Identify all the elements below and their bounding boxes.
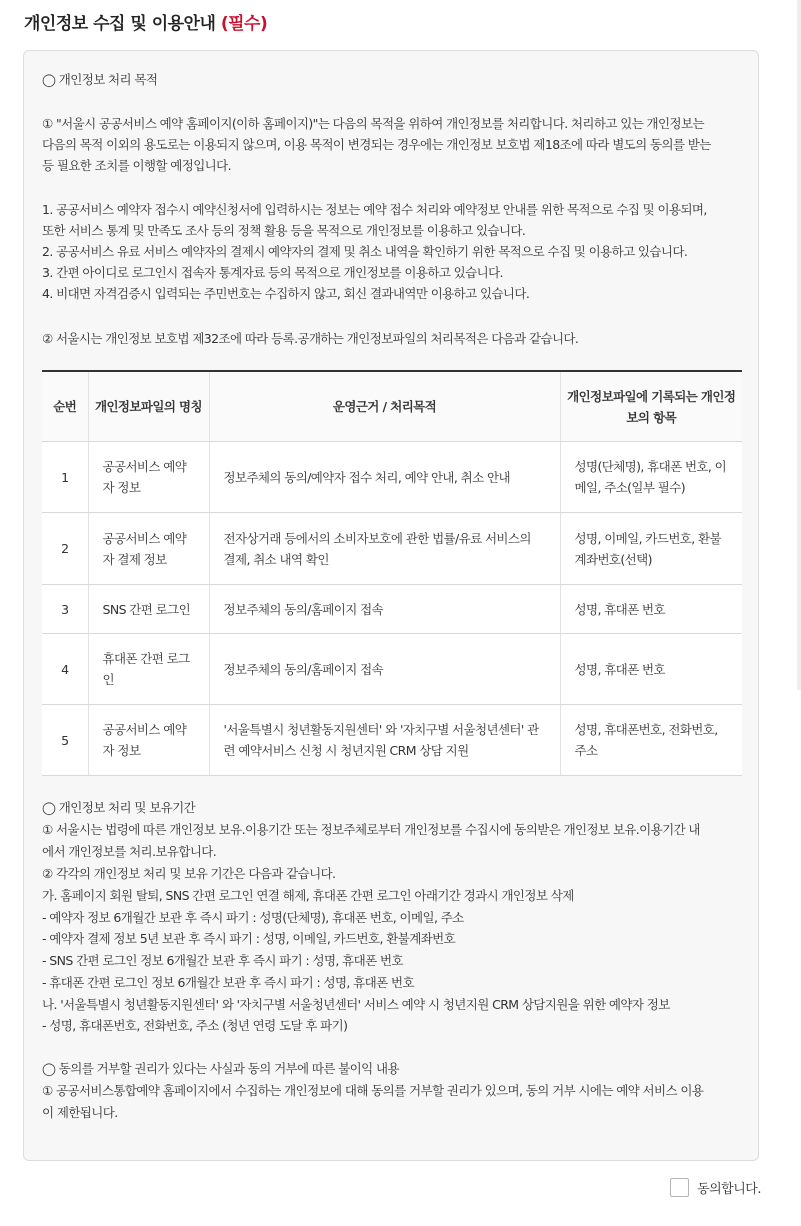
agree-label[interactable]: 동의합니다.	[697, 1182, 761, 1197]
header-items: 개인정보파일에 기록되는 개인정보의 항목	[560, 371, 742, 442]
row-items: 성명, 이메일, 카드번호, 환불계좌번호(선택)	[560, 513, 742, 585]
purpose-heading: ◯ 개인정보 처리 목적	[42, 72, 158, 87]
retention-line-6: - 예약자 결제 정보 5년 보관 후 즉시 파기 : 성명, 이메일, 카드번호, 환불계좌번호	[42, 931, 456, 946]
row-purpose: 정보주체의 동의/홈페이지 접속	[209, 634, 560, 705]
page-title	[24, 9, 267, 34]
row-no: 3	[42, 585, 88, 634]
row-file-name: SNS 간편 로그인	[88, 585, 209, 634]
retention-line-7: - SNS 간편 로그인 정보 6개월간 보관 후 즉시 파기 : 성명, 휴대폰 번호	[42, 953, 403, 968]
row-file-name: 공공서비스 예약자 결제 정보	[88, 513, 209, 585]
purpose-intro-line-3: 등 필요한 조치를 이행할 예정입니다.	[42, 158, 231, 173]
required-label: (필수)	[220, 14, 268, 34]
row-no: 2	[42, 513, 88, 585]
agree-control[interactable]	[670, 1178, 761, 1197]
header-file-name: 개인정보파일의 명칭	[88, 371, 209, 442]
retention-line-1: ① 서울시는 법령에 따른 개인정보 보유.이용기간 또는 정보주체로부터 개인정보를 수집시에 동의받은 개인정보 보유.이용기간 내	[42, 822, 700, 837]
row-items: 성명, 휴대폰 번호	[560, 585, 742, 634]
purpose-intro-line-2: 다음의 목적 이외의 용도로는 이용되지 않으며, 이용 목적이 변경되는 경우에는 개인정보 보호법 제18조에 따라 별도의 동의를 받는	[42, 137, 711, 152]
purpose-intro-line-1: ① "서울시 공공서비스 예약 홈페이지(이하 홈페이지)"는 다음의 목적을 위하여 개인정보를 처리합니다. 처리하고 있는 개인정보는	[42, 116, 704, 131]
refusal-line-2: 이 제한됩니다.	[42, 1105, 118, 1120]
table-row	[42, 634, 742, 705]
row-purpose: 전자상거래 등에서의 소비자보호에 관한 법률/유료 서비스의 결제, 취소 내역 확인	[209, 513, 560, 585]
row-items: 성명, 휴대폰 번호	[560, 634, 742, 705]
table-row	[42, 705, 742, 776]
row-purpose: 정보주체의 동의/홈페이지 접속	[209, 585, 560, 634]
title-text: 개인정보 수집 및 이용안내	[24, 14, 216, 34]
row-no: 5	[42, 705, 88, 776]
refusal-heading: ◯ 동의를 거부할 권리가 있다는 사실과 동의 거부에 따른 불이익 내용	[42, 1061, 399, 1076]
privacy-terms-box[interactable]	[23, 50, 759, 1161]
table-row	[42, 442, 742, 513]
purpose-item-1a: 1. 공공서비스 예약자 접수시 예약신청서에 입력하시는 정보는 예약 접수 처리와 예약정보 안내를 위한 목적으로 수집 및 이용되며,	[42, 202, 707, 217]
retention-line-5: - 예약자 정보 6개월간 보관 후 즉시 파기 : 성명(단체명), 휴대폰 번호, 이메일, 주소	[42, 910, 464, 925]
row-file-name: 공공서비스 예약자 정보	[88, 705, 209, 776]
row-no: 4	[42, 634, 88, 705]
row-purpose: 정보주체의 동의/예약자 접수 처리, 예약 안내, 취소 안내	[209, 442, 560, 513]
agree-checkbox[interactable]	[670, 1178, 689, 1197]
header-purpose: 운영근거 / 처리목적	[209, 371, 560, 442]
retention-line-3: ② 각각의 개인정보 처리 및 보유 기간은 다음과 같습니다.	[42, 866, 336, 881]
row-items: 성명, 휴대폰번호, 전화번호, 주소	[560, 705, 742, 776]
table-header-row	[42, 371, 742, 442]
table-row	[42, 585, 742, 634]
retention-line-8: - 휴대폰 간편 로그인 정보 6개월간 보관 후 즉시 파기 : 성명, 휴대폰 번호	[42, 975, 414, 990]
privacy-files-table	[42, 370, 742, 776]
retention-line-9: 나. '서울특별시 청년활동지원센터' 와 '자치구별 서울청년센터' 서비스 예약 시 청년지원 CRM 상담지원을 위한 예약자 정보	[42, 997, 670, 1012]
retention-line-2: 에서 개인정보를 처리.보유합니다.	[42, 844, 217, 859]
purpose-item-1b: 또한 서비스 통계 및 만족도 조사 등의 정책 활용 등을 목적으로 개인정보를 이용하고 있습니다.	[42, 223, 526, 238]
page-scrollbar-track[interactable]	[797, 0, 801, 690]
refusal-line-1: ① 공공서비스통합예약 홈페이지에서 수집하는 개인정보에 대해 동의를 거부할 권리가 있으며, 동의 거부 시에는 예약 서비스 이용	[42, 1083, 704, 1098]
purpose-item-3: 3. 간편 아이디로 로그인시 접속자 통계자료 등의 목적으로 개인정보를 이용하고 있습니다.	[42, 265, 503, 280]
row-purpose: '서울특별시 청년활동지원센터' 와 '자치구별 서울청년센터' 관련 예약서비스 신청 시 청년지원 CRM 상담 지원	[209, 705, 560, 776]
retention-heading: ◯ 개인정보 처리 및 보유기간	[42, 800, 196, 815]
purpose-item-4: 4. 비대면 자격검증시 입력되는 주민번호는 수집하지 않고, 회신 결과내역만 이용하고 있습니다.	[42, 286, 530, 301]
purpose-item-2: 2. 공공서비스 유료 서비스 예약자의 결제시 예약자의 결제 및 취소 내역을 확인하기 위한 목적으로 수집 및 이용하고 있습니다.	[42, 244, 688, 259]
row-file-name: 공공서비스 예약자 정보	[88, 442, 209, 513]
row-items: 성명(단체명), 휴대폰 번호, 이메일, 주소(일부 필수)	[560, 442, 742, 513]
row-file-name: 휴대폰 간편 로그인	[88, 634, 209, 705]
retention-line-10: - 성명, 휴대폰번호, 전화번호, 주소 (청년 연령 도달 후 파기)	[42, 1018, 348, 1033]
row-no: 1	[42, 442, 88, 513]
files-intro: ② 서울시는 개인정보 보호법 제32조에 따라 등록.공개하는 개인정보파일의 처리목적은 다음과 같습니다.	[42, 331, 579, 346]
header-no: 순번	[42, 371, 88, 442]
retention-line-4: 가. 홈페이지 회원 탈퇴, SNS 간편 로그인 연결 해제, 휴대폰 간편 로그인 아래기간 경과시 개인정보 삭제	[42, 888, 574, 903]
table-row	[42, 513, 742, 585]
